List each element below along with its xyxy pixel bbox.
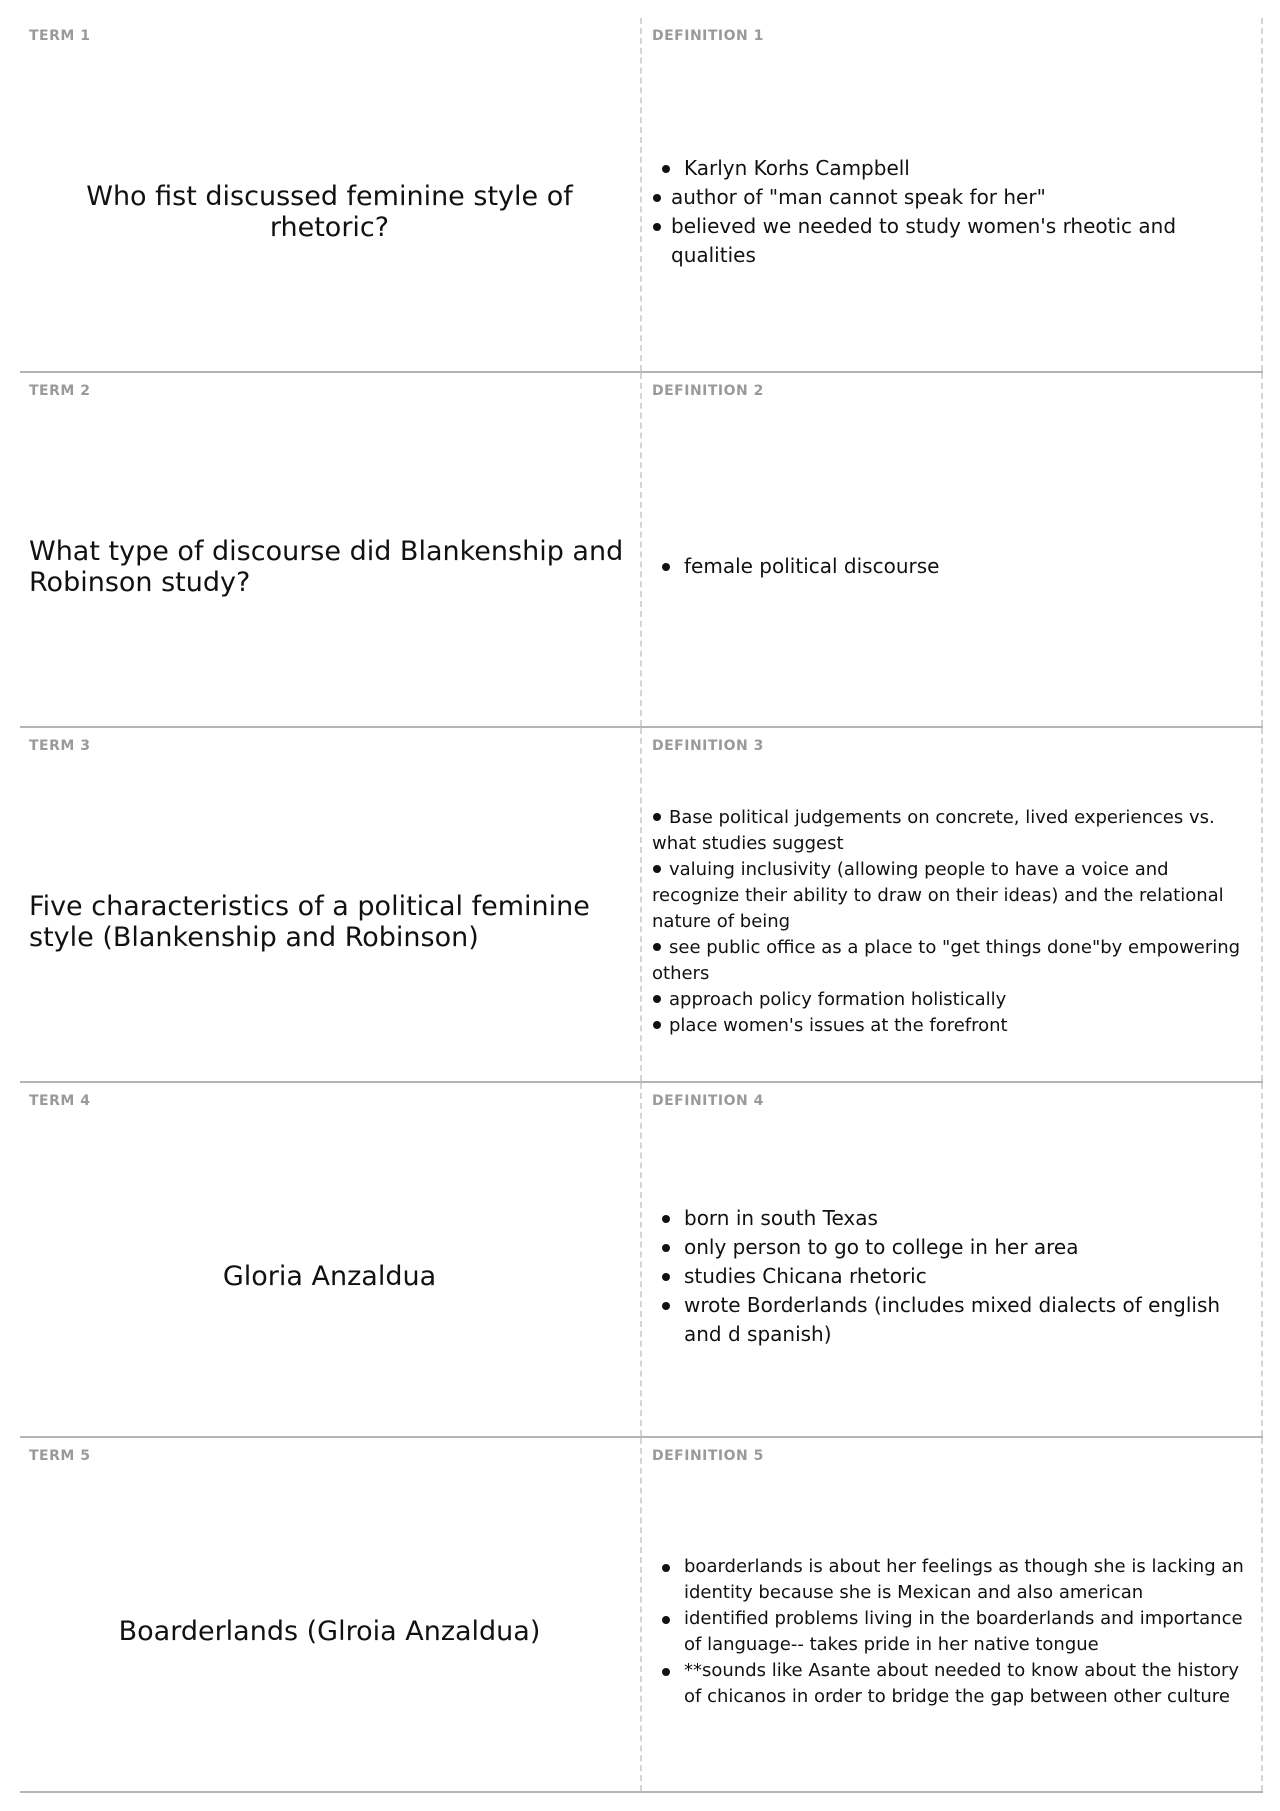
definition-item: female political discourse <box>652 552 1253 581</box>
term-text: What type of discourse did Blankenship and Robinson study? <box>29 535 624 598</box>
term-label: TERM 3 <box>29 738 91 754</box>
definition-label: DEFINITION 4 <box>652 1093 764 1109</box>
bullet-icon <box>653 865 661 873</box>
definition-item <box>652 987 1253 1013</box>
definition-item-text: valuing inclusivity (allowing people to have a voice and recognize their ability to draw on their ideas) and the relational nature of being <box>652 858 1224 932</box>
term-cell <box>20 373 642 726</box>
term-cell <box>20 18 642 371</box>
term-text: Who fist discussed feminine style of rhetoric? <box>86 180 573 243</box>
definition-item: **sounds like Asante about needed to know about the history of chicanos in order to bridge the gap between other culture <box>652 1658 1253 1710</box>
definition-item <box>652 935 1253 987</box>
flashcard-2 <box>20 373 1263 728</box>
definition-label: DEFINITION 1 <box>652 28 764 44</box>
definition-label: DEFINITION 3 <box>652 738 764 754</box>
definition-item: studies Chicana rhetoric <box>652 1262 1253 1291</box>
bullet-icon <box>653 813 661 821</box>
definition-cell <box>642 1438 1263 1791</box>
term-text: Five characteristics of a political feminine style (Blankenship and Robinson) <box>29 890 590 953</box>
definition-label: DEFINITION 2 <box>652 383 764 399</box>
term-text: Boarderlands (Glroia Anzaldua) <box>118 1616 541 1647</box>
definition-item <box>652 1013 1253 1039</box>
definition-list <box>652 805 1253 1039</box>
term-label: TERM 5 <box>29 1448 91 1464</box>
definition-cell <box>642 18 1263 371</box>
definition-label: DEFINITION 5 <box>652 1448 764 1464</box>
term-cell <box>20 728 642 1081</box>
definition-item <box>652 857 1253 935</box>
definition-item: identified problems living in the boarderlands and importance of language-- takes pride in her native tongue <box>652 1606 1253 1658</box>
definition-cell <box>642 728 1263 1081</box>
term-label: TERM 4 <box>29 1093 91 1109</box>
flashcard-3 <box>20 728 1263 1083</box>
term-text: Gloria Anzaldua <box>222 1261 437 1292</box>
definition-list <box>652 1204 1253 1349</box>
definition-item: wrote Borderlands (includes mixed dialects of english and d spanish) <box>652 1291 1253 1349</box>
flashcard-1 <box>20 18 1263 373</box>
flashcard-4 <box>20 1083 1263 1438</box>
definition-list <box>652 552 1253 581</box>
bullet-icon <box>653 995 661 1003</box>
definition-item: believed we needed to study women's rheotic and qualities <box>652 212 1253 270</box>
definition-cell <box>642 1083 1263 1436</box>
term-cell <box>20 1438 642 1791</box>
definition-item: author of "man cannot speak for her" <box>652 183 1253 212</box>
definition-item <box>652 805 1253 857</box>
bullet-icon <box>653 943 661 951</box>
definition-item-text: approach policy formation holistically <box>669 988 1007 1010</box>
definition-item-text: see public office as a place to "get things done"by empowering others <box>652 936 1241 984</box>
definition-cell <box>642 373 1263 726</box>
definition-item: born in south Texas <box>652 1204 1253 1233</box>
term-label: TERM 2 <box>29 383 91 399</box>
definition-list <box>652 1554 1253 1710</box>
definition-item-text: place women's issues at the forefront <box>669 1014 1008 1036</box>
definition-item: Karlyn Korhs Campbell <box>652 154 1253 183</box>
flashcard-5 <box>20 1438 1263 1793</box>
bullet-icon <box>653 1021 661 1029</box>
definition-item: boarderlands is about her feelings as though she is lacking an identity because she is Mexican and also american <box>652 1554 1253 1606</box>
definition-item: only person to go to college in her area <box>652 1233 1253 1262</box>
definition-list <box>652 154 1253 270</box>
definition-item-text: Base political judgements on concrete, lived experiences vs. what studies suggest <box>652 806 1215 854</box>
flashcard-sheet <box>20 18 1263 1793</box>
term-label: TERM 1 <box>29 28 91 44</box>
term-cell <box>20 1083 642 1436</box>
